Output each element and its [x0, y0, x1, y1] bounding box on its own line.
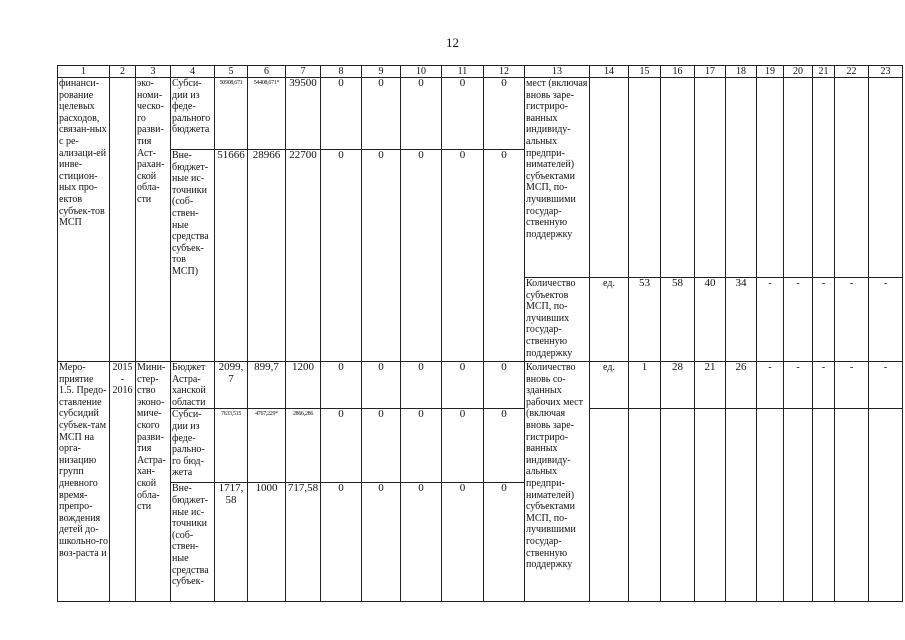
header-cell: 16	[661, 66, 695, 78]
empty-cell	[813, 409, 835, 602]
header-cell: 15	[629, 66, 661, 78]
header-cell: 14	[590, 66, 629, 78]
header-cell: 3	[136, 66, 171, 78]
header-cell: 7	[286, 66, 321, 78]
value-cell: 7633,515	[215, 409, 248, 483]
header-cell: 8	[321, 66, 362, 78]
value-cell: 0	[321, 483, 362, 602]
value-cell: 717,58	[286, 483, 321, 602]
source-label: Бюджет Астра-ханской области	[171, 362, 215, 409]
empty-cell	[813, 78, 835, 278]
empty-cell	[661, 78, 695, 278]
header-cell: 12	[484, 66, 525, 78]
empty-cell	[784, 78, 813, 278]
table-row	[58, 362, 903, 409]
source-label: Вне-бюджет-ные ис-точники (соб-ствен-ные средства субъек-	[171, 483, 215, 602]
value-cell: 0	[362, 78, 401, 150]
executor-cell: эко-номи-ческо-го разви-тия Аст-рахан-ской обла-сти	[136, 78, 171, 362]
header-cell: 18	[726, 66, 757, 78]
empty-cell	[695, 409, 726, 602]
header-cell: 4	[171, 66, 215, 78]
value-cell: 1200	[286, 362, 321, 409]
empty-cell	[835, 78, 869, 278]
program-table	[57, 65, 903, 602]
header-cell: 5	[215, 66, 248, 78]
indicator-cell: мест (включая вновь заре-гистриро-ванных индивиду-альных предпри-нимателей) субъектами МСП, по-лучившими государ-ственную поддержку	[525, 78, 590, 278]
empty-cell	[757, 409, 784, 602]
header-row	[58, 66, 903, 78]
value-cell: 1717,58	[215, 483, 248, 602]
empty-cell	[661, 409, 695, 602]
header-cell: 1	[58, 66, 110, 78]
header-cell: 10	[401, 66, 442, 78]
value-cell: 0	[401, 362, 442, 409]
value-cell: 53	[629, 278, 661, 362]
indicator-cell: Количество вновь со-зданных рабочих мест (включая вновь заре-гистриро-ванных индивиду-альных предпри-нимателей) субъектами МСП, по-лучившими государ-ственную поддержку	[525, 362, 590, 602]
source-label: Субси-дии из феде-рального бюджета	[171, 78, 215, 150]
value-cell: -	[813, 362, 835, 409]
value-cell: -	[835, 278, 869, 362]
value-cell: 0	[484, 483, 525, 602]
empty-cell	[726, 78, 757, 278]
value-cell: 51666	[215, 150, 248, 362]
executor-cell: Мини-стер-ство эконо-миче-ского разви-тия Астра-хан-ской обла-сти	[136, 362, 171, 602]
activity-cell: Меро-приятие 1.5. Предо-ставление субсидий субъек-там МСП на орга-низацию групп дневного время-препро-вождения детей до-школьно-го воз-раста и	[58, 362, 110, 602]
empty-cell	[726, 409, 757, 602]
empty-cell	[784, 409, 813, 602]
value-cell: 50908,671	[215, 78, 248, 150]
empty-cell	[835, 409, 869, 602]
value-cell: -	[869, 362, 903, 409]
value-cell: 0	[321, 150, 362, 362]
value-cell: 22700	[286, 150, 321, 362]
value-cell: 0	[484, 78, 525, 150]
value-cell: 2099,7	[215, 362, 248, 409]
value-cell: -	[813, 278, 835, 362]
header-cell: 11	[442, 66, 484, 78]
value-cell: 0	[401, 78, 442, 150]
value-cell: 2866,286	[286, 409, 321, 483]
value-cell: 0	[484, 150, 525, 362]
value-cell: 899,7	[248, 362, 286, 409]
page-number: 12	[446, 35, 459, 50]
header-cell: 22	[835, 66, 869, 78]
value-cell: 0	[362, 409, 401, 483]
header-cell: 2	[110, 66, 136, 78]
value-cell: -	[784, 362, 813, 409]
value-cell: 1000	[248, 483, 286, 602]
table-row	[58, 409, 903, 483]
header-cell: 9	[362, 66, 401, 78]
value-cell: 0	[321, 409, 362, 483]
activity-cell: финанси-рование целевых расходов, связан-ных с ре-ализаци-ей инве-стицион-ных про-ектов субъек-тов МСП	[58, 78, 110, 362]
value-cell: -	[835, 362, 869, 409]
value-cell: -	[757, 362, 784, 409]
value-cell: 28	[661, 362, 695, 409]
header-cell: 13	[525, 66, 590, 78]
empty-cell	[629, 78, 661, 278]
empty-cell	[695, 78, 726, 278]
unit-cell: ед.	[590, 278, 629, 362]
value-cell: 4767,229*	[248, 409, 286, 483]
source-label: Вне-бюджет-ные ис-точники (соб-ствен-ные средства субъек-тов МСП)	[171, 150, 215, 362]
empty-cell	[629, 409, 661, 602]
period-cell	[110, 78, 136, 362]
unit-cell: ед.	[590, 362, 629, 409]
value-cell: 0	[321, 362, 362, 409]
value-cell: 0	[362, 483, 401, 602]
period-cell: 2015 - 2016	[110, 362, 136, 602]
header-cell: 19	[757, 66, 784, 78]
value-cell: 0	[442, 409, 484, 483]
empty-cell	[590, 409, 629, 602]
value-cell: 0	[484, 362, 525, 409]
empty-cell	[757, 78, 784, 278]
empty-cell	[869, 78, 903, 278]
value-cell: -	[757, 278, 784, 362]
empty-cell	[590, 78, 629, 278]
header-cell: 21	[813, 66, 835, 78]
header-cell: 23	[869, 66, 903, 78]
value-cell: 1	[629, 362, 661, 409]
value-cell: 40	[695, 278, 726, 362]
value-cell: 0	[362, 150, 401, 362]
value-cell: 0	[401, 483, 442, 602]
value-cell: 28966	[248, 150, 286, 362]
value-cell: 0	[401, 150, 442, 362]
value-cell: -	[869, 278, 903, 362]
empty-cell	[869, 409, 903, 602]
header-cell: 6	[248, 66, 286, 78]
value-cell: 26	[726, 362, 757, 409]
header-cell: 20	[784, 66, 813, 78]
header-cell: 17	[695, 66, 726, 78]
value-cell: 21	[695, 362, 726, 409]
value-cell: 0	[362, 362, 401, 409]
table-row	[58, 78, 903, 150]
value-cell: 0	[321, 78, 362, 150]
value-cell: -	[784, 278, 813, 362]
value-cell: 58	[661, 278, 695, 362]
value-cell: 0	[442, 150, 484, 362]
value-cell: 34	[726, 278, 757, 362]
value-cell: 39500	[286, 78, 321, 150]
value-cell: 0	[442, 483, 484, 602]
value-cell: 0	[401, 409, 442, 483]
source-label: Субси-дии из феде-рально-го бюд-жета	[171, 409, 215, 483]
value-cell: 0	[442, 78, 484, 150]
value-cell: 0	[484, 409, 525, 483]
value-cell: 0	[442, 362, 484, 409]
indicator-cell: Количество субъектов МСП, по-лучивших государ-ственную поддержку	[525, 278, 590, 362]
value-cell: 54408,671*	[248, 78, 286, 150]
